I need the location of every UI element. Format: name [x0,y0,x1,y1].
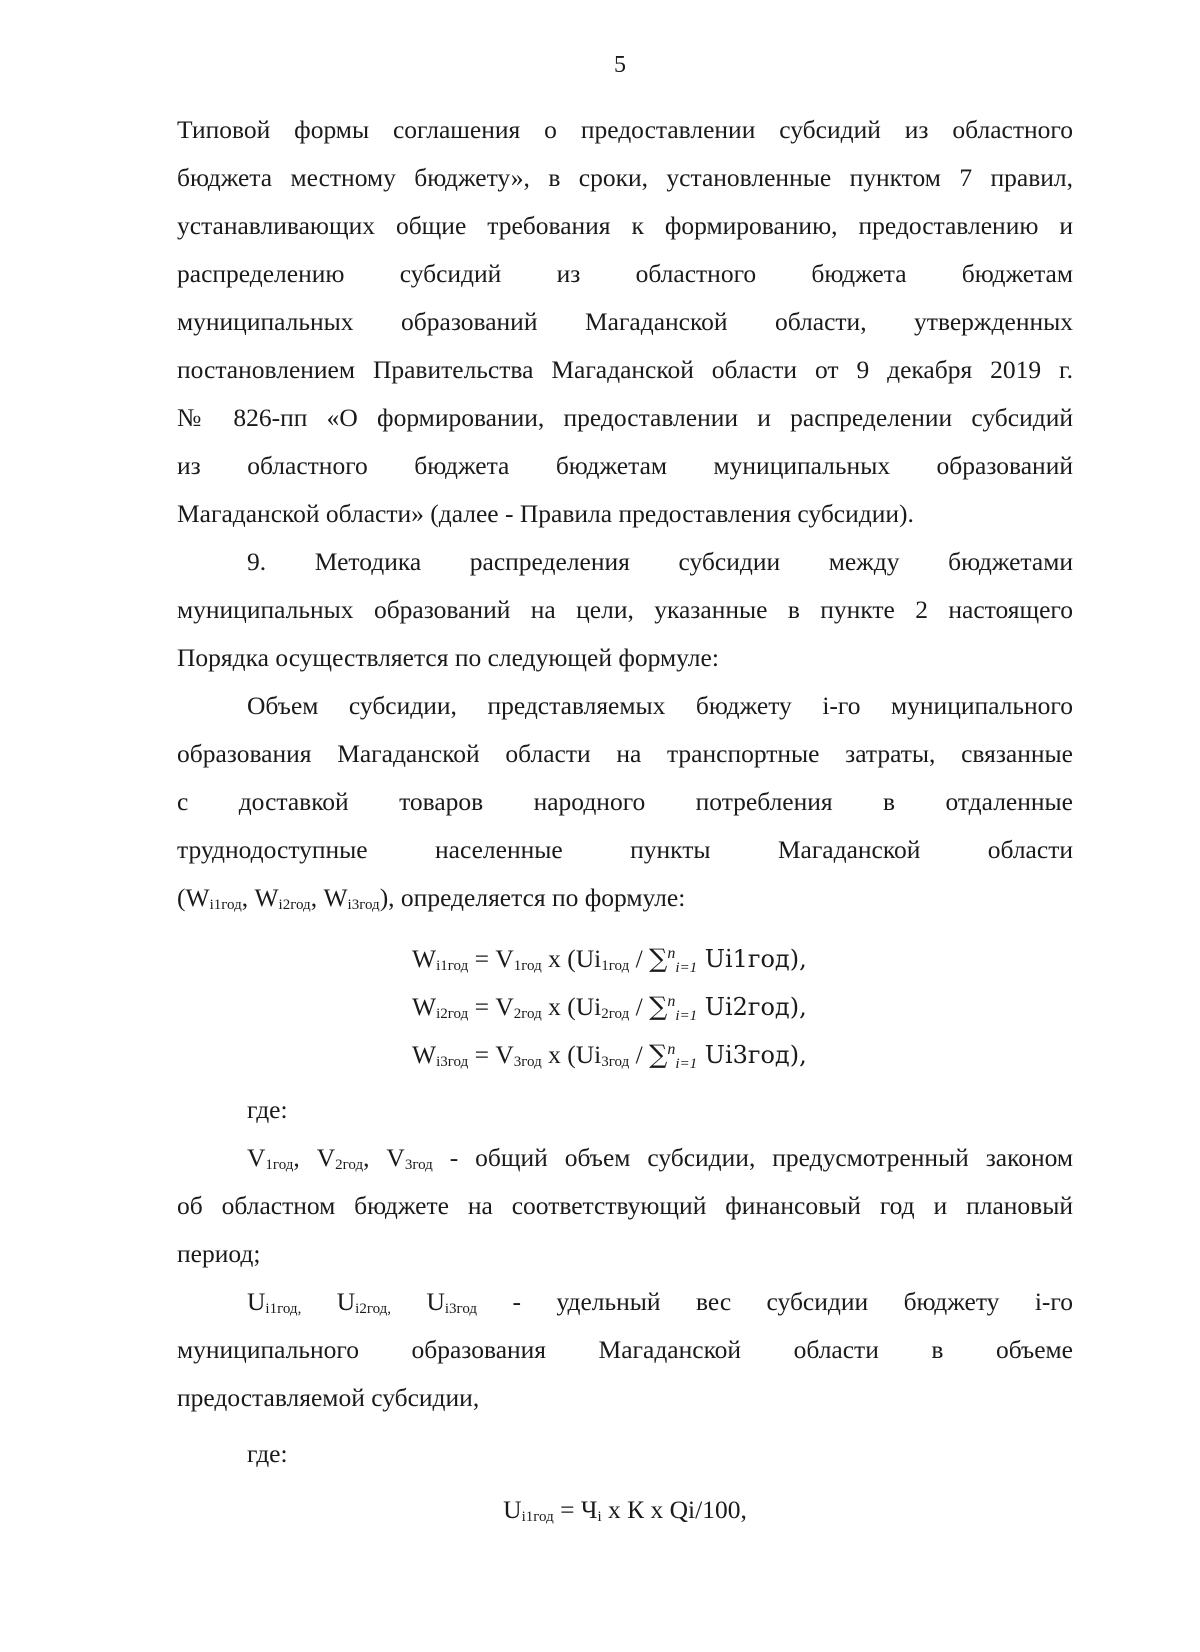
text-line: Типовой формы соглашения о предоставлении субсидий из областного [177,115,1073,144]
text-line: муниципальных образований Магаданской области, утвержденных [177,307,1073,336]
text-line: об областном бюджете на соответствующий финансовый год и плановый [177,1191,1073,1220]
text-line: постановлением Правительства Магаданской области от 9 декабря 2019 г. [177,355,1073,384]
text-line: период; [177,1239,261,1268]
text-line: с доставкой товаров народного потребления в отдаленные [177,787,1073,816]
sum-symbol: ∑ [649,944,668,974]
sum-symbol: ∑ [649,1040,668,1070]
text-line: муниципальных образований на цели, указанные в пункте 2 настоящего [177,595,1073,624]
text-line: Магаданской области» (далее - Правила предоставления субсидии). [177,499,914,528]
page-number: 5 [614,52,626,78]
text-line: муниципального образования Магаданской области в объеме [177,1335,1073,1364]
where-label: где: [247,1439,288,1468]
formula-line: $W_{i2год} = V_{2год}$ x ($Ui_{2год} / \sum^ni=1$ Ui2год), [412,992,807,1024]
sum-symbol: ∑ [649,992,668,1022]
text-line: Порядка осуществляется по следующей формуле: [177,643,719,672]
text-line: 9. Методика распределения субсидии между бюджетами [247,547,1073,576]
text-line: № 826-пп «О формировании, предоставлении и распределении субсидий [177,403,1073,432]
formula-line: $W_{i1год} = V_{1год}$ x ($Ui_{1год} / \sum^ni=1$ Ui1год), [412,944,807,976]
text-line: ($W_{i1год}$, $W_{i2год}$, $W_{i3год}$), определяется по формуле: [177,883,686,913]
text-line: распределению субсидий из областного бюджета бюджетам [177,259,1073,288]
text-line: $U_{i1год,}$ $U_{i2год,}$ $U_{i3год}$ - удельный вес субсидии бюджету i-го [247,1287,1073,1317]
where-label: где: [247,1095,288,1124]
text-line: устанавливающих общие требования к формированию, предоставлению и [177,211,1073,240]
formula-line: $W_{i3год} = V_{3год}$ x ($Ui_{3год} / \sum^ni=1$ Ui3год), [412,1040,807,1072]
text-line: предоставляемой субсидии, [177,1383,480,1412]
document-body [177,106,1073,1534]
text-line: Объем субсидии, представляемых бюджету i-го муниципального [247,691,1073,720]
text-line: $V_{1год}$, $V_{2год}$, $V_{3год}$ - общий объем субсидии, предусмотренный законом [247,1143,1074,1173]
text-line: труднодоступные населенные пункты Магаданской области [177,835,1073,864]
text-line: из областного бюджета бюджетам муниципальных образований [177,451,1073,480]
text-line: образования Магаданской области на транспортные затраты, связанные [177,739,1073,768]
text-line: бюджета местному бюджету», в сроки, установленные пунктом 7 правил, [177,163,1073,192]
formula-line: $U_{i1год} = Ч_i$ x К x Qi/100, [503,1495,747,1525]
